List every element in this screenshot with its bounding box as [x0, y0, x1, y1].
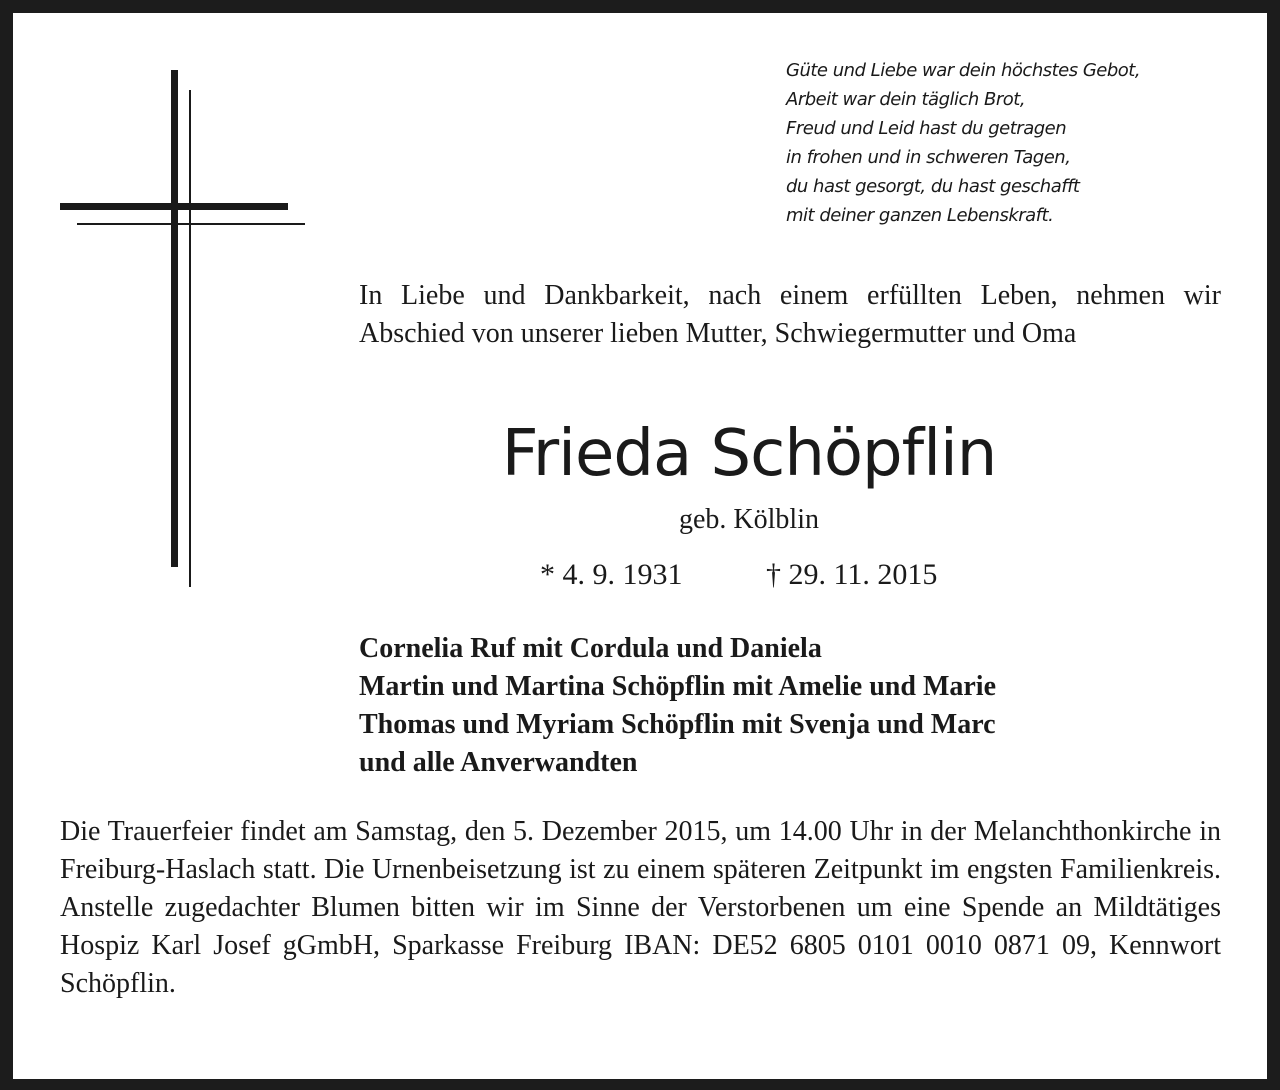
poem-line: Arbeit war dein täglich Brot, [786, 89, 1026, 110]
poem-line: du hast gesorgt, du hast geschafft [786, 176, 1080, 197]
funeral-notice: Die Trauerfeier findet am Samstag, den 5. Dezember 2015, um 14.00 Uhr in der Melanchthonkirche in Freiburg-Haslach statt. Die Urnenbeisetzung ist zu einem späteren Zeitpunkt im engsten Familienkreis. Anstelle zugedachter Blumen bitten wir im Sinne der Verstorbenen um eine Spende an Mildtätiges Hospiz Karl Josef gGmbH, Sparkasse Freiburg IBAN: DE52 6805 0101 0010 0871 09, Kennwort Schöpflin. [60, 816, 1221, 999]
poem [786, 56, 1246, 230]
poem-line: mit deiner ganzen Lebenskraft. [786, 205, 1054, 226]
poem-line: in frohen und in schweren Tagen, [786, 147, 1071, 168]
intro-text: In Liebe und Dankbarkeit, nach einem erfüllten Leben, nehmen wir Abschied von unserer lieben Mutter, Schwiegermutter und Oma [359, 280, 1221, 349]
death-date: † 29. 11. 2015 [766, 558, 938, 591]
cross-horizontal-line [77, 223, 305, 225]
mourner-line: Cornelia Ruf mit Cordula und Daniela [359, 633, 822, 664]
cross-horizontal-bar [60, 203, 288, 210]
poem-line: Freud und Leid hast du getragen [786, 118, 1067, 139]
mourner-line: und alle Anverwandten [359, 747, 638, 778]
maiden-name: geb. Kölblin [679, 504, 819, 535]
cross-vertical-bar [171, 70, 178, 567]
cross-vertical-line [189, 90, 191, 587]
mourner-line: Martin und Martina Schöpflin mit Amelie und Marie [359, 671, 996, 702]
poem-line: Güte und Liebe war dein höchstes Gebot, [786, 60, 1141, 81]
birth-date: * 4. 9. 1931 [540, 558, 683, 591]
mourner-line: Thomas und Myriam Schöpflin mit Svenja und Marc [359, 709, 996, 740]
deceased-name: Frieda Schöpflin [501, 417, 997, 491]
mourners-list [359, 630, 1219, 782]
